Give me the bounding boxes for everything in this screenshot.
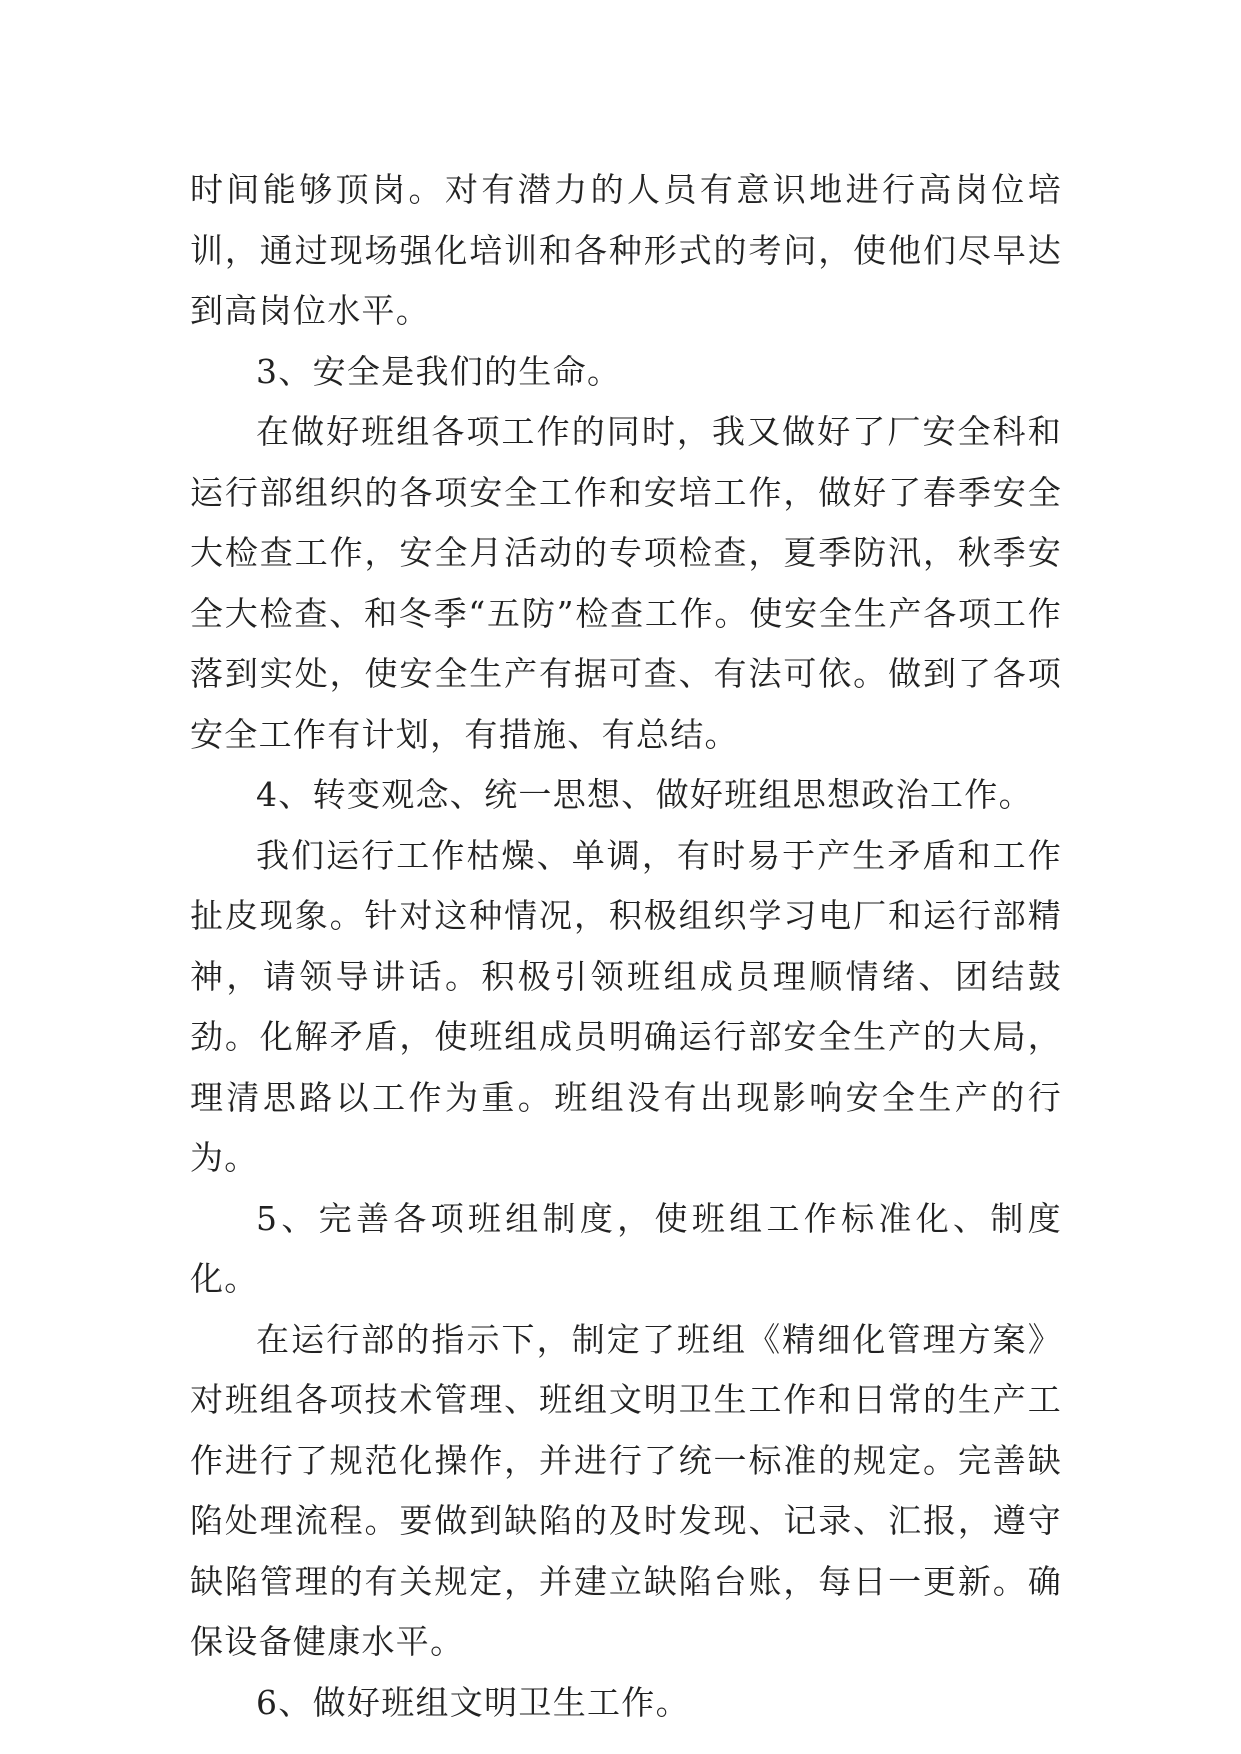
heading-3-safety: 3、安全是我们的生命。 xyxy=(256,351,622,391)
paragraph-ideology: 我们运行工作枯燥、单调，有时易于产生矛盾和工作扯皮现象。针对这种情况，积极组织学习电厂和运行部精神，请领导讲话。积极引领班组成员理顺情绪、团结鼓劲。化解矛盾，使班组成员明确运行部安全生产的大局，理清思路以工作为重。班组没有出现影响安全生产的行为。 xyxy=(190,835,1062,1177)
paragraph-safety: 在做好班组各项工作的同时，我又做好了厂安全科和运行部组织的各项安全工作和安培工作，做好了春季安全大检查工作，安全月活动的专项检查，夏季防汛，秋季安全大检查、和冬季“五防”检查工作。使安全生产各项工作落到实处，使安全生产有据可查、有法可依。做到了各项安全工作有计划，有措施、有总结。 xyxy=(190,412,1062,754)
paragraph-1: 时间能够顶岗。对有潜力的人员有意识地进行高岗位培训，通过现场强化培训和各种形式的考问，使他们尽早达到高岗位水平。 xyxy=(190,170,1062,330)
document-body xyxy=(190,160,1062,1733)
heading-4-ideology: 4、转变观念、统一思想、做好班组思想政治工作。 xyxy=(256,775,1033,814)
heading-6-hygiene: 6、做好班组文明卫生工作。 xyxy=(256,1682,690,1722)
heading-5-systems: 5、完善各项班组制度，使班组工作标准化、制度化。 xyxy=(190,1198,1062,1298)
paragraph-systems: 在运行部的指示下，制定了班组《精细化管理方案》对班组各项技术管理、班组文明卫生工作和日常的生产工作进行了规范化操作，并进行了统一标准的规定。完善缺陷处理流程。要做到缺陷的及时发现、记录、汇报，遵守缺陷管理的有关规定，并建立缺陷台账，每日一更新。确保设备健康水平。 xyxy=(190,1319,1062,1661)
